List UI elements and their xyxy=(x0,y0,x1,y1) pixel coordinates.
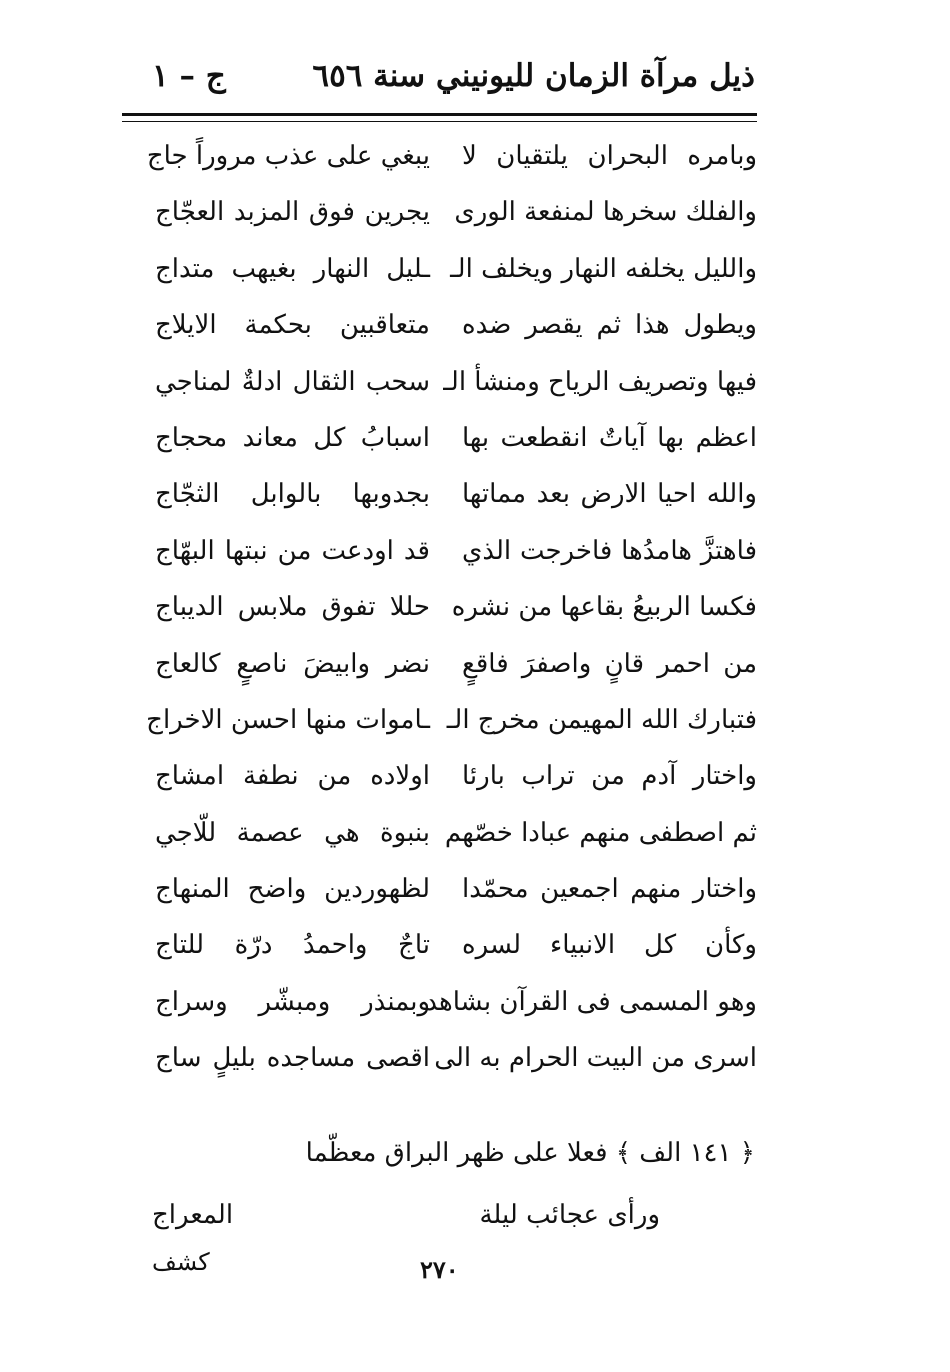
verse-second-hemistich: سحب الثقال ادلةٌ لمناجي xyxy=(155,366,430,397)
verse-line xyxy=(145,184,757,240)
header-rule-thick xyxy=(122,113,757,116)
verse-second-hemistich: اسبابُ كل معاند محجاج xyxy=(155,422,430,453)
verse-first-hemistich: فيها وتصريف الرياح ومنشأ الـ xyxy=(443,366,757,397)
verse-line xyxy=(145,805,757,861)
page-header xyxy=(120,58,755,108)
verse-line xyxy=(145,466,757,522)
verse-second-hemistich: لظهوردين واضح المنهاج xyxy=(155,874,430,905)
verse-first-hemistich: اعظم بها آياتٌ انقطعت بها xyxy=(462,422,757,453)
verse-line xyxy=(145,579,757,635)
verse-line xyxy=(145,748,757,804)
header-rule-thin xyxy=(122,121,757,122)
verse-first-hemistich: والفلك سخرها لمنفعة الورى xyxy=(454,197,757,228)
verse-second-hemistich: تاجٌ واحمدُ درّة للتاج xyxy=(155,930,430,961)
verse-first-hemistich: فاهتزَّ هامدُها فاخرجت الذي xyxy=(462,535,757,566)
verse-first-hemistich: فكسا الربيعُ بقاعها من نشره xyxy=(451,592,757,623)
verse-second-hemistich: بنبوة هي عصمة للّاجي xyxy=(155,817,430,848)
verse-line xyxy=(145,297,757,353)
verse-second-hemistich: يجرين فوق المزبد العجّاج xyxy=(155,197,430,228)
poem-verses xyxy=(145,128,757,1087)
manuscript-folio-line: ﴿ ١٤١ الف ﴾ فعلا على ظهر البراق معظّما xyxy=(305,1138,755,1168)
verse-first-hemistich: فتبارك الله المهيمن مخرج الـ xyxy=(446,704,757,735)
volume-number: ج – ١ xyxy=(152,58,226,94)
verse-line xyxy=(145,974,757,1030)
verse-first-hemistich: وبامره البحران يلتقيان لا xyxy=(462,141,757,171)
verse-second-hemistich: اولاده من نطفة امشاج xyxy=(155,761,430,792)
verse-second-hemistich: اقصى مساجده بليلٍ ساج xyxy=(155,1043,430,1074)
verse-second-hemistich: قد اودعت من نبتها البهّاج xyxy=(155,535,430,566)
verse-first-hemistich: ويطول هذا ثم يقصر ضده xyxy=(462,310,757,341)
verse-line xyxy=(145,1030,757,1086)
verse-second-hemistich: وبمنذر ومبشّر وسراج xyxy=(155,986,430,1017)
verse-line xyxy=(145,241,757,297)
verse-second-hemistich: متعاقبين بحكمة الايلاج xyxy=(155,310,430,341)
verse-line xyxy=(145,128,757,184)
verse-second-hemistich: حللا تفوق ملابس الديباج xyxy=(155,592,430,623)
verse-first-hemistich: وهو المسمى فى القرآن بشاهد xyxy=(425,986,757,1017)
verse-first-hemistich: اسرى من البيت الحرام به الى xyxy=(434,1043,757,1074)
page-number: ٢٧٠ xyxy=(420,1255,459,1284)
verse-second-hemistich: بجدوبها بالوابل الثجّاج xyxy=(155,479,430,510)
verse-first-hemistich: واختار آدم من تراب بارئا xyxy=(462,761,757,792)
verse-line xyxy=(145,354,757,410)
verse-line xyxy=(145,523,757,579)
verse-first-hemistich: من احمر قانٍ واصفرَ فاقعٍ xyxy=(462,648,757,679)
verse-first-hemistich: والله احيا الارض بعد مماتها xyxy=(462,479,757,510)
verse-line xyxy=(145,861,757,917)
verse-first-hemistich: وكأن كل الانبياء لسره xyxy=(462,930,757,961)
verse-first-hemistich: والليل يخلفه النهار ويخلف الـ xyxy=(450,253,757,284)
verse-second-hemistich: نضر وابيضَ ناصعٍ كالعاج xyxy=(155,648,430,679)
closing-verse-first-hemistich: ورأى عجائب ليلة xyxy=(479,1200,660,1230)
catchword: كشف xyxy=(152,1248,210,1276)
verse-line xyxy=(145,410,757,466)
verse-second-hemistich: يبغي على عذب مروراً جاج xyxy=(146,141,430,171)
running-title: ذيل مرآة الزمان لليونيني سنة ٦٥٦ xyxy=(312,58,755,94)
verse-line xyxy=(145,636,757,692)
verse-first-hemistich: واختار منهم اجمعين محمّدا xyxy=(462,874,757,905)
verse-second-hemistich: ـليل النهار بغيهب متداج xyxy=(155,253,430,284)
verse-line xyxy=(145,917,757,973)
closing-verse-second-hemistich: المعراج xyxy=(152,1200,234,1230)
verse-first-hemistich: ثم اصطفى منهم عبادا خصّهم xyxy=(444,817,757,848)
closing-verse xyxy=(152,1200,660,1230)
verse-line xyxy=(145,692,757,748)
verse-second-hemistich: ـاموات منها احسن الاخراج xyxy=(146,704,430,735)
